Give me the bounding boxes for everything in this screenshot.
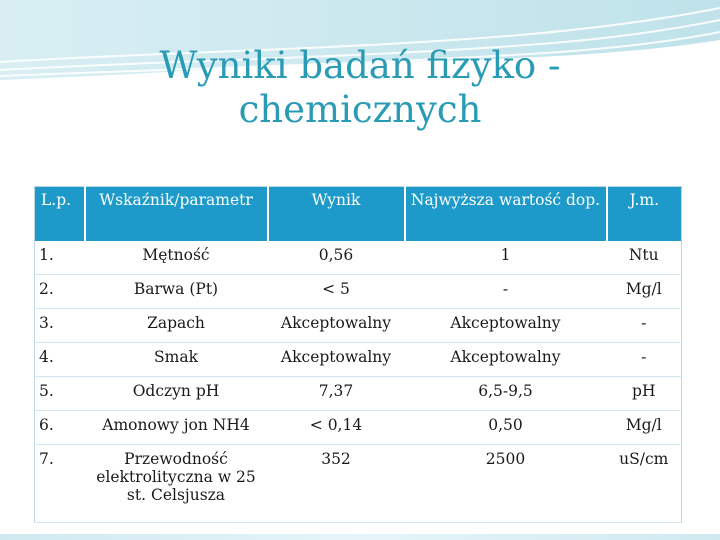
decorative-bottom-strip <box>0 534 720 540</box>
page-title <box>0 44 720 133</box>
cell-max-value: - <box>405 275 607 309</box>
cell-unit: - <box>607 343 682 377</box>
cell-result: Akceptowalny <box>268 309 405 343</box>
cell-result: Akceptowalny <box>268 343 405 377</box>
cell-max-value: Akceptowalny <box>405 309 607 343</box>
cell-parameter: Odczyn pH <box>85 377 268 411</box>
table-row <box>35 377 682 411</box>
cell-lp: 4. <box>35 343 85 377</box>
cell-result: < 5 <box>268 275 405 309</box>
cell-lp: 2. <box>35 275 85 309</box>
cell-parameter: Zapach <box>85 309 268 343</box>
table-row <box>35 309 682 343</box>
cell-unit: pH <box>607 377 682 411</box>
cell-unit: Mg/l <box>607 275 682 309</box>
table-row <box>35 343 682 377</box>
results-table <box>34 186 682 523</box>
cell-parameter: Przewodność elektrolityczna w 25 st. Celsjusza <box>85 445 268 523</box>
header-max-value: Najwyższa wartość dop. <box>405 187 607 242</box>
table-row <box>35 411 682 445</box>
cell-parameter: Amonowy jon NH4 <box>85 411 268 445</box>
cell-max-value: 0,50 <box>405 411 607 445</box>
header-result: Wynik <box>268 187 405 242</box>
cell-max-value: 1 <box>405 241 607 275</box>
cell-result: 0,56 <box>268 241 405 275</box>
cell-max-value: Akceptowalny <box>405 343 607 377</box>
table-header-row <box>35 187 682 242</box>
cell-parameter: Smak <box>85 343 268 377</box>
cell-unit: uS/cm <box>607 445 682 523</box>
title-line-1: Wyniki badań fizyko - <box>159 44 561 87</box>
table-row <box>35 241 682 275</box>
cell-unit: Mg/l <box>607 411 682 445</box>
cell-lp: 7. <box>35 445 85 523</box>
table-row <box>35 445 682 523</box>
cell-lp: 1. <box>35 241 85 275</box>
cell-lp: 3. <box>35 309 85 343</box>
cell-parameter: Mętność <box>85 241 268 275</box>
cell-lp: 5. <box>35 377 85 411</box>
cell-max-value: 6,5-9,5 <box>405 377 607 411</box>
cell-parameter: Barwa (Pt) <box>85 275 268 309</box>
header-parameter: Wskaźnik/parametr <box>85 187 268 242</box>
cell-lp: 6. <box>35 411 85 445</box>
cell-max-value: 2500 <box>405 445 607 523</box>
table-row <box>35 275 682 309</box>
cell-result: < 0,14 <box>268 411 405 445</box>
cell-result: 352 <box>268 445 405 523</box>
cell-result: 7,37 <box>268 377 405 411</box>
cell-unit: - <box>607 309 682 343</box>
title-line-2: chemicznych <box>238 88 482 132</box>
cell-unit: Ntu <box>607 241 682 275</box>
header-lp: L.p. <box>35 187 85 242</box>
header-unit: J.m. <box>607 187 682 242</box>
